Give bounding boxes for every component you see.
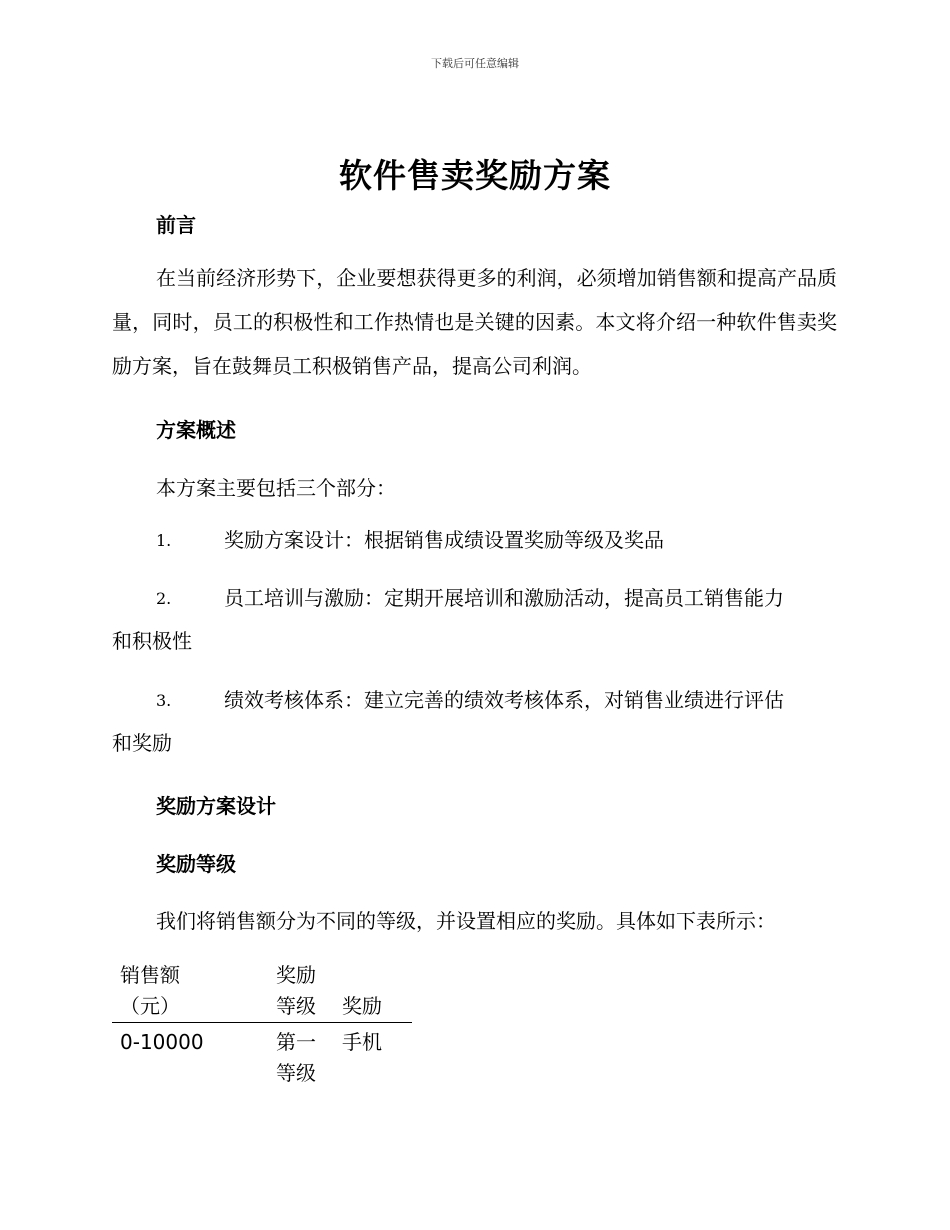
- table-header-row: [112, 960, 412, 1023]
- levels-intro: 我们将销售额分为不同的等级，并设置相应的奖励。具体如下表所示：: [156, 909, 776, 933]
- header-sales: [112, 960, 276, 1023]
- preface-heading: 前言: [156, 213, 196, 237]
- overview-list-item-3: [112, 679, 837, 765]
- list-text-continued: 和奖励: [112, 731, 172, 755]
- overview-list-item-1: [112, 519, 837, 562]
- list-text: 员工培训与激励：定期开展培训和激励活动，提高员工销售能力: [224, 586, 784, 610]
- header-level-line1: 奖励: [276, 963, 316, 987]
- cell-level-line2: 等级: [276, 1061, 316, 1085]
- list-number: 1.: [156, 531, 172, 550]
- overview-heading: 方案概述: [156, 418, 236, 442]
- overview-intro: 本方案主要包括三个部分：: [156, 476, 396, 500]
- header-level-line2: 等级: [276, 994, 316, 1018]
- design-heading: 奖励方案设计: [156, 794, 276, 818]
- levels-heading: 奖励等级: [156, 852, 236, 876]
- list-text: 奖励方案设计：根据销售成绩设置奖励等级及奖品: [224, 528, 664, 552]
- cell-sales: 0-10000: [120, 1030, 204, 1054]
- header-reward: 奖励: [342, 994, 382, 1018]
- overview-list-item-2: [112, 577, 837, 663]
- header-sales-line2: （元）: [120, 994, 180, 1018]
- reward-level-table: [112, 960, 412, 1089]
- cell-level-line1: 第一: [276, 1030, 316, 1054]
- list-number: 3.: [156, 691, 172, 710]
- preface-paragraph: 在当前经济形势下，企业要想获得更多的利润，必须增加销售额和提高产品质量，同时，员工的积极性和工作热情也是关键的因素。本文将介绍一种软件售卖奖励方案，旨在鼓舞员工积极销售产品，提高公司利润。: [112, 266, 837, 378]
- list-number: 2.: [156, 589, 172, 608]
- table-row: [112, 1023, 412, 1090]
- cell-reward: 手机: [342, 1030, 382, 1054]
- header-sales-line1: 销售额: [120, 963, 180, 987]
- page-header-note: 下载后可任意编辑: [431, 57, 519, 70]
- list-text: 绩效考核体系：建立完善的绩效考核体系，对销售业绩进行评估: [224, 688, 784, 712]
- cell-level: [276, 1023, 342, 1090]
- header-level: [276, 960, 342, 1023]
- document-title: 软件售卖奖励方案: [339, 156, 611, 195]
- list-text-continued: 和积极性: [112, 629, 192, 653]
